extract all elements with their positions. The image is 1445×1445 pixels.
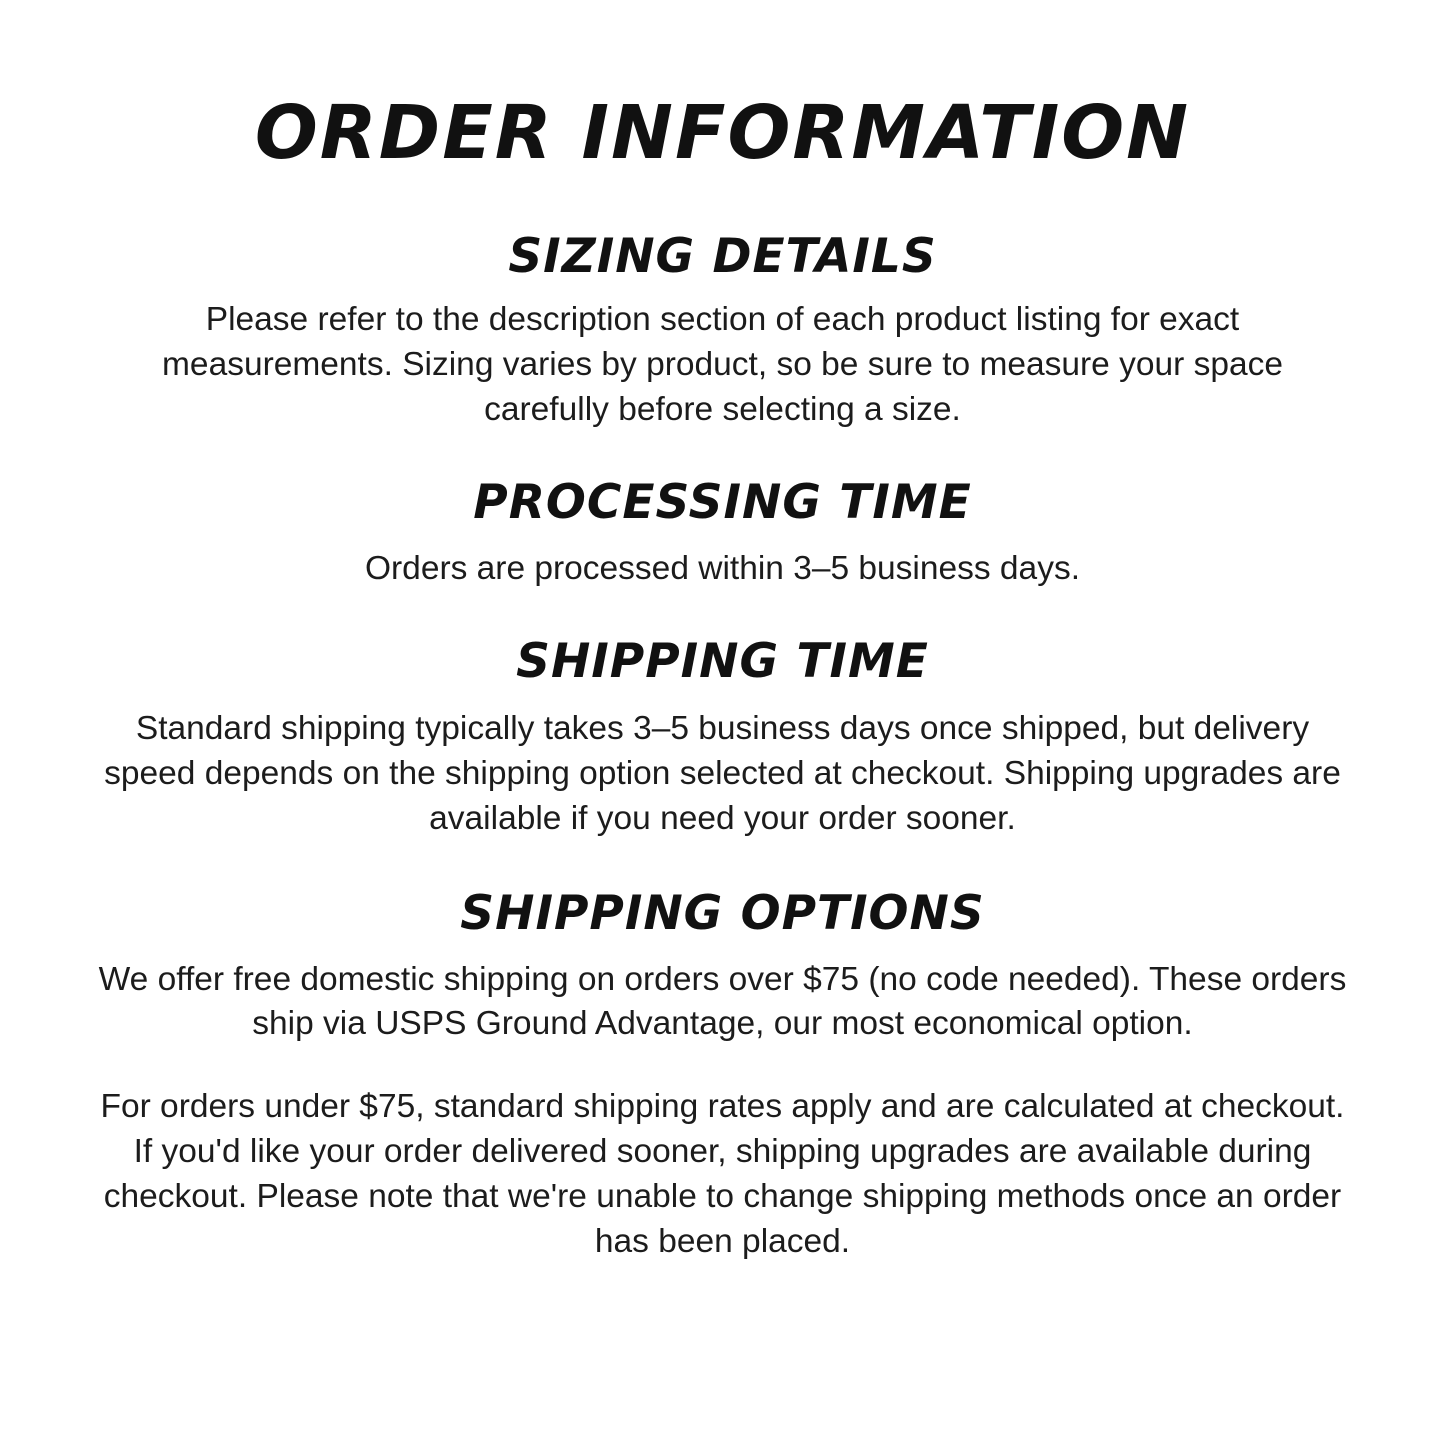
- section-shipping-time: [78, 633, 1367, 842]
- section-heading-shipping-time: SHIPPING TIME: [516, 633, 929, 689]
- section-shipping-options: [78, 885, 1367, 1265]
- section-paragraph-sizing-details: Please refer to the description section of each product listing for exact measurements. Sizing varies by product, so be sure to measure your space carefully before selecting a size.: [162, 301, 1283, 429]
- section-heading-shipping-options: SHIPPING OPTIONS: [460, 885, 985, 941]
- section-paragraph-shipping-options-under: For orders under $75, standard shipping rates apply and are calculated at checkout. If you'd like your order delivered sooner, shipping upgrades are available during checkout. Please note that we're unable to change shipping methods once an order has been placed.: [100, 1088, 1345, 1260]
- section-paragraph-shipping-time: Standard shipping typically takes 3–5 business days once shipped, but delivery speed depends on the shipping option selected at checkout. Shipping upgrades are available if you need your order sooner.: [104, 710, 1341, 837]
- section-paragraph-shipping-options-free: We offer free domestic shipping on orders over $75 (no code needed). These orders ship via USPS Ground Advantage, our most economical option.: [98, 960, 1347, 1043]
- page-title: ORDER INFORMATION: [254, 90, 1191, 176]
- section-heading-sizing-details: SIZING DETAILS: [508, 228, 937, 284]
- section-processing-time: [78, 477, 1367, 592]
- section-paragraph-processing-time: Orders are processed within 3–5 business days.: [364, 549, 1081, 587]
- section-heading-processing-time: PROCESSING TIME: [473, 475, 972, 530]
- section-sizing-details: [78, 228, 1367, 433]
